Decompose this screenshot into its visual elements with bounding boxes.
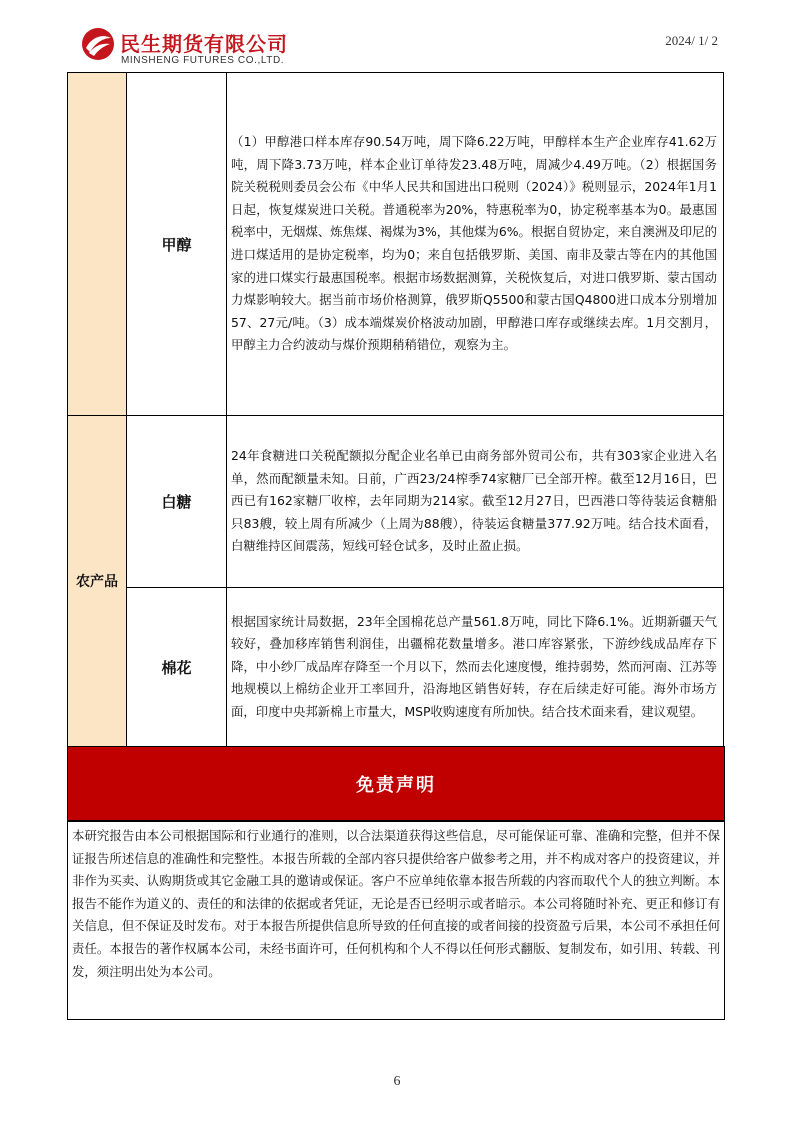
- disclaimer-title: 免责声明: [67, 746, 725, 822]
- minsheng-logo-icon: [80, 26, 116, 62]
- company-name-en: MINSHENG FUTURES CO.,LTD.: [121, 55, 285, 66]
- product-analysis: （1）甲醇港口样本库存90.54万吨，周下降6.22万吨，甲醇样本生产企业库存41.62万吨，周下降3.73万吨，样本企业订单待发23.48万吨，周减少4.49万吨。（2）根据国务院关税税则委员会公布《中华人民共和国进出口税则（2024）》税则显示，2024年1月1日起，恢复煤炭进口关税。普通税率为20%，特惠税率为0，协定税率基本为0。最惠国税率中，无烟煤、炼焦煤、褐煤为3%，其他煤为6%。根据自贸协定，来自澳洲及印尼的进口煤适用的是协定税率，均为0；来自包括俄罗斯、美国、南非及蒙古等在内的其他国家的进口煤实行最惠国税率。根据市场数据测算，关税恢复后，对进口俄罗斯、蒙古国动力煤影响较大。据当前市场价格测算，俄罗斯Q5500和蒙古国Q4800进口成本分别增加57、27元/吨。（3）成本端煤炭价格波动加剧，甲醇港口库存或继续去库。1月交割月，甲醇主力合约波动与煤价预期稍稍错位，观察为主。: [227, 73, 724, 416]
- category-cell-top: [68, 73, 127, 416]
- disclaimer-body: 本研究报告由本公司根据国际和行业通行的准则，以合法渠道获得这些信息，尽可能保证可靠、准确和完整，但并不保证报告所述信息的准确性和完整性。本报告所载的全部内容只提供给客户做参考之用，并不构成对客户的投资建议，并非作为买卖、认购期货或其它金融工具的邀请或保证。客户不应单纯依靠本报告所载的内容而取代个人的独立判断。本报告不能作为道义的、责任的和法律的依据或者凭证，无论是否已经明示或者暗示。本公司将随时补充、更正和修订有关信息，但不保证及时发布。对于本报告所提供信息所导致的任何直接的或者间接的投资盈亏后果，本公司不承担任何责任。本报告的著作权属本公司，未经书面许可，任何机构和个人不得以任何形式翻版、复制发布，如引用、转载、刊发，须注明出处为本公司。: [67, 820, 725, 1020]
- product-analysis: 24年食糖进口关税配额拟分配企业名单已由商务部外贸司公布，共有303家企业进入名单，然而配额量未知。日前，广西23/24榨季74家糖厂已全部开榨。截至12月16日，巴西已有162家糖厂收榨，去年同期为214家。截至12月27日，巴西港口等待装运食糖船只83艘，较上周有所减少（上周为88艘），待装运食糖量377.92万吨。结合技术面看，白糖维持区间震荡，短线可轻仓试多，及时止盈止损。: [227, 416, 724, 588]
- product-name: 甲醇: [127, 73, 227, 416]
- table-row: [68, 416, 724, 588]
- page-number: 6: [393, 1074, 401, 1089]
- table-row: [68, 588, 724, 747]
- product-name: 白糖: [127, 416, 227, 588]
- report-date: 2024/ 1/ 2: [665, 33, 718, 48]
- page-header: [0, 0, 794, 72]
- product-name: 棉花: [127, 588, 227, 747]
- commodity-table: [67, 72, 724, 747]
- company-name-cn: 民生期货有限公司: [120, 32, 288, 56]
- table-row: [68, 73, 724, 416]
- category-label: 农产品: [68, 416, 127, 747]
- product-analysis: 根据国家统计局数据，23年全国棉花总产量561.8万吨，同比下降6.1%。近期新疆天气较好，叠加移库销售利润佳，出疆棉花数量增多。港口库容紧张，下游纱线成品库存下降，中小纱厂成品库存降至一个月以下，然而去化速度慢，维持弱势，然而河南、江苏等地规模以上棉纺企业开工率回升，沿海地区销售好转，存在后续走好可能。海外市场方面，印度中央邦新棉上市量大，MSP收购速度有所加快。结合技术面来看，建议观望。: [227, 588, 724, 747]
